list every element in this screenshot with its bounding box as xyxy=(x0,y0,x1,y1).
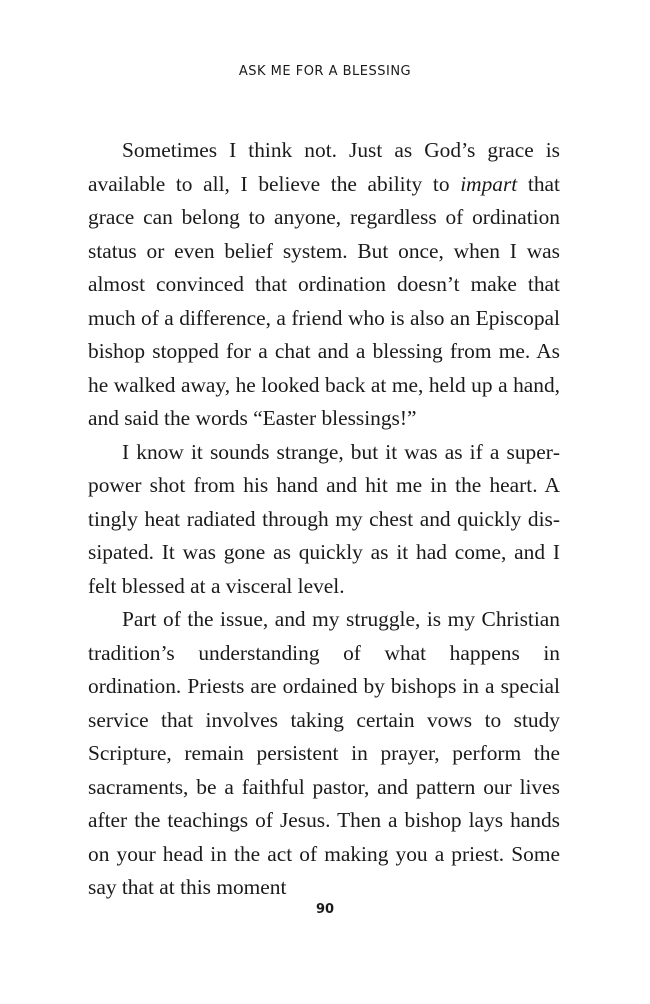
body-text xyxy=(88,134,560,905)
paragraph-2-text: I know it sounds strange, but it was as if a superpower shot from his hand and hit me in the heart. A tingly heat radiated through my chest and quickly dissipated. It was gone as quickly as it had come, and I felt blessed at a visceral level. xyxy=(88,439,560,598)
paragraph-3-text: Part of the issue, and my struggle, is my Christian tradition’s understanding of what happens in ordination. Priests are ordained by bishops in a special service that involves taking certain vows to study Scripture, remain persistent in prayer, perform the sacraments, be a faithful pastor, and pattern our lives after the teachings of Jesus. Then a bishop lays hands on your head in the act of making you a priest. Some say that at this moment xyxy=(88,607,560,899)
paragraph-1-text-a: Sometimes I think not. Just as God’s grace is available to all, I believe the ability to xyxy=(88,138,560,196)
paragraph-3 xyxy=(88,603,560,905)
page-number: 90 xyxy=(315,902,335,917)
paragraph-1-text-b: that grace can belong to anyone, regardless of ordination status or even belief system. But once, when I was almost convinced that ordination doesn’t make that much of a difference, a friend who is also an Episcopal bishop stopped for a chat and a blessing from me. As he walked away, he looked back at me, held up a hand, and said the words “Easter blessings!” xyxy=(88,171,560,430)
paragraph-2 xyxy=(88,436,560,604)
running-head: ASK ME FOR A BLESSING xyxy=(238,64,412,79)
paragraph-1 xyxy=(88,134,560,436)
paragraph-1-italic-impart: impart xyxy=(460,171,518,196)
